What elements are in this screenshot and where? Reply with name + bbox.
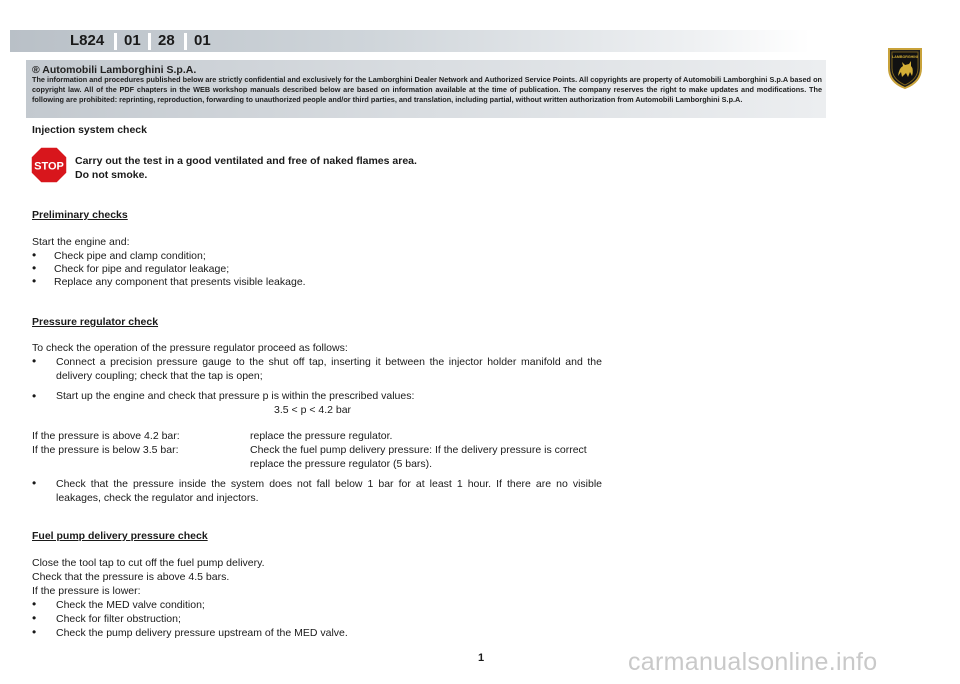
page-code: 01 — [194, 32, 211, 49]
condition-above-label: If the pressure is above 4.2 bar: — [32, 430, 180, 442]
stop-sign-text: STOP — [34, 160, 64, 173]
bullet-icon: • — [32, 389, 37, 403]
preliminary-intro: Start the engine and: — [32, 236, 130, 248]
fuel-pump-line: If the pressure is lower: — [32, 585, 141, 597]
page-number: 1 — [478, 652, 485, 664]
bullet-icon: • — [32, 597, 37, 611]
code-separator — [148, 33, 151, 50]
bullet-icon: • — [32, 248, 37, 262]
list-item: Check pipe and clamp condition; — [54, 250, 206, 262]
regulator-intro: To check the operation of the pressure regulator proceed as follows: — [32, 342, 348, 354]
list-item: Check that the pressure inside the system does not fall below 1 bar for at least 1 hour. If there are no visible leakages, check the regulator and injectors. — [56, 478, 602, 504]
fuel-pump-line: Close the tool tap to cut off the fuel pump delivery. — [32, 557, 265, 569]
list-item: Check for filter obstruction; — [56, 613, 181, 625]
section-code: 28 — [158, 32, 175, 49]
list-item: Start up the engine and check that pressure p is within the prescribed values: — [56, 390, 415, 402]
bullet-icon: • — [32, 354, 37, 368]
condition-below-label: If the pressure is below 3.5 bar: — [32, 444, 179, 456]
list-item: Replace any component that presents visible leakage. — [54, 276, 306, 288]
bullet-icon: • — [32, 476, 37, 490]
section-heading-fuel-pump: Fuel pump delivery pressure check — [32, 530, 208, 542]
warning-line-2: Do not smoke. — [75, 169, 148, 181]
fuel-pump-line: Check that the pressure is above 4.5 bars. — [32, 571, 230, 583]
list-item: Connect a precision pressure gauge to the shut off tap, inserting it between the injector holder manifold and the delivery coupling; check that the tap is open; — [56, 356, 602, 382]
code-separator — [184, 33, 187, 50]
code-separator — [114, 33, 117, 50]
condition-above-action: replace the pressure regulator. — [250, 430, 393, 442]
list-item: Check the pump delivery pressure upstream of the MED valve. — [56, 627, 348, 639]
bullet-icon: • — [32, 274, 37, 288]
logo-text: LAMBORGHINI — [892, 55, 918, 59]
condition-below-action-cont: replace the pressure regulator (5 bars). — [250, 458, 433, 470]
bullet-icon: • — [32, 611, 37, 625]
stop-sign-icon — [30, 146, 68, 184]
manual-code: L824 — [70, 32, 105, 49]
bull-shield-icon — [886, 46, 924, 90]
bullet-icon: • — [32, 625, 37, 639]
group-code: 01 — [124, 32, 141, 49]
warning-line-1: Carry out the test in a good ventilated and free of naked flames area. — [75, 155, 417, 167]
pressure-range: 3.5 < p < 4.2 bar — [274, 404, 352, 416]
condition-below-action: Check the fuel pump delivery pressure: If the delivery pressure is correct — [250, 444, 587, 456]
bullet-icon: • — [32, 261, 37, 275]
list-item: Check the MED valve condition; — [56, 599, 205, 611]
section-heading-preliminary: Preliminary checks — [32, 209, 128, 221]
copyright-text: The information and procedures published below are strictly confidential and exclusively for the Lamborghini Dealer Network and Authorized Service Points. All copyrights are property of Automobili Lamborghini S.p.A based on copyright law. All of the PDF chapters in the WEB workshop manuals described below are based on information available at the time of publication. The company reserves the right to make updates and modifications. The following are prohibited: reprinting, reproduction, forwarding to unauthorized people and/or third parties, and translation, including partial, without written authorization from Automobili Lamborghini S.p.A. — [32, 75, 822, 105]
page-title: Injection system check — [32, 124, 147, 136]
list-item: Check for pipe and regulator leakage; — [54, 263, 230, 275]
section-heading-regulator: Pressure regulator check — [32, 316, 159, 328]
watermark: carmanualsonline.info — [628, 648, 878, 676]
copyright-title: ® Automobili Lamborghini S.p.A. — [32, 64, 197, 76]
